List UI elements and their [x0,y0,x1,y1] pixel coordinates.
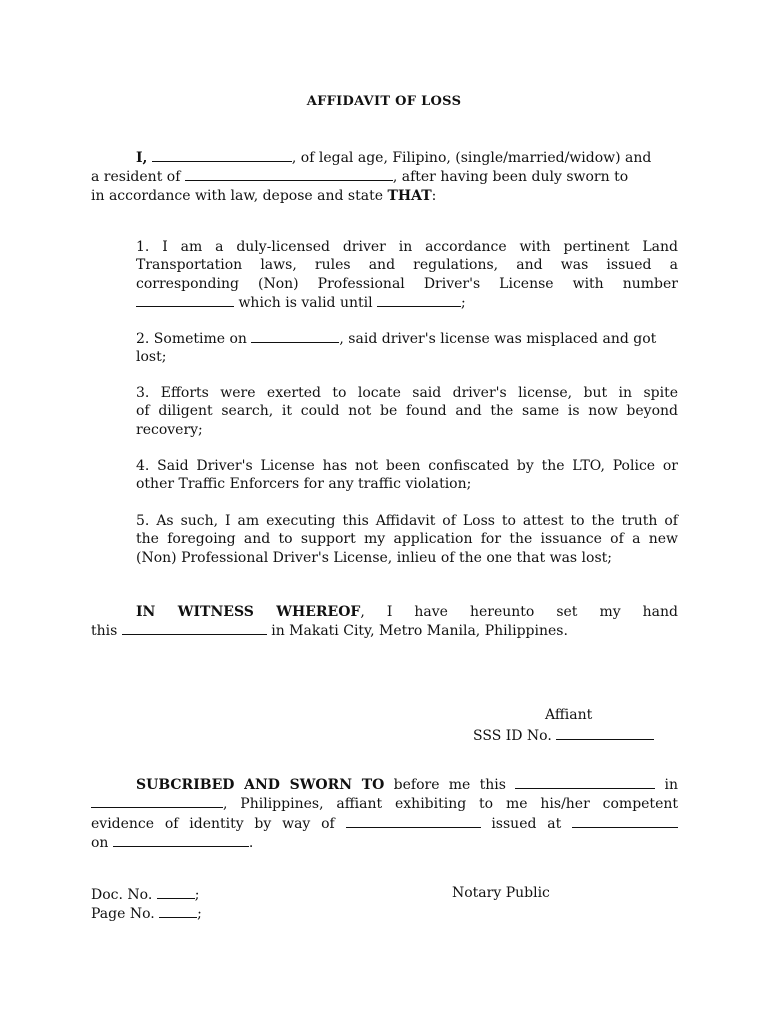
item-1-line-3: corresponding (Non) Professional Driver's License with number [136,275,678,292]
intro-i: I, [136,150,148,166]
witness-paragraph [91,603,678,641]
witness-bold: IN WITNESS WHEREOF [136,604,361,620]
sss-id-label: SSS ID No. [473,728,552,744]
witness-text-3: in Makati City, Metro Manila, Philippines. [271,623,568,640]
item-3-line-3: recovery; [136,421,203,438]
sss-id-blank [556,726,654,740]
page-no-semicolon: ; [197,906,202,922]
intro-paragraph [91,148,678,205]
item-5 [136,512,678,567]
subscribed-text-6: on [91,834,109,851]
intro-text-1: , of legal age, Filipino, (single/married/widow) and [291,150,652,166]
item-2-b: , said driver's license was misplaced and got [339,331,657,347]
item-4-line-2: other Traffic Enforcers for any traffic violation; [136,476,472,493]
intro-colon: : [431,187,437,204]
intro-that: THAT [387,187,432,204]
item-3 [136,384,678,439]
item-1-line-2: Transportation laws, rules and regulations, and was issued a [136,257,678,274]
page-no-blank [159,904,197,918]
subscribed-text-3: , Philippines, affiant exhibiting to me his/her competent [223,796,678,813]
subscribed-date-blank [515,775,655,789]
item-1 [136,238,678,312]
loss-date-blank [251,329,339,343]
affiant-label: Affiant [545,707,593,723]
document-title: AFFIDAVIT OF LOSS [306,94,462,109]
notary-public-label: Notary Public [452,885,550,901]
item-2 [136,329,678,367]
item-4-line-1: 4. Said Driver's License has not been confiscated by the LTO, Police or [136,458,678,474]
subscribed-text-7: . [248,834,254,851]
subscribed-text-2: in [664,777,678,793]
witness-date-blank [122,621,267,635]
subscribed-bold: SUBCRIBED AND SWORN TO [136,777,385,793]
issued-on-blank [113,833,249,847]
doc-no-label: Doc. No. [91,887,153,903]
name-blank [152,148,292,162]
doc-no-row [91,885,199,903]
identity-evidence-blank [346,814,481,828]
doc-no-semicolon: ; [194,887,200,903]
item-4 [136,457,678,494]
intro-text-2: a resident of [91,169,181,186]
page-no-label: Page No. [91,906,155,922]
subscribed-place-blank [91,794,223,808]
intro-text-4: in accordance with law, depose and state [91,187,383,204]
page-no-row [91,904,202,922]
subscribed-text-1: before me this [393,777,506,793]
issued-at-blank [572,814,678,828]
license-number-blank [136,293,234,307]
subscribed-text-5: issued at [491,815,562,832]
item-1-line-1: 1. I am a duly-licensed driver in accordance with pertinent Land [136,239,678,255]
valid-until-blank [377,293,461,307]
item-2-c: lost; [136,349,167,366]
item-3-line-2: of diligent search, it could not be found and the same is now beyond [136,403,678,420]
residence-blank [185,167,393,181]
intro-text-3: , after having been duly sworn to [392,169,629,186]
item-1-line-4b: ; [461,294,466,311]
item-5-line-3: (Non) Professional Driver's License, inlieu of the one that was lost; [136,549,612,566]
subscribed-text-4: evidence of identity by way of [91,815,335,832]
item-5-line-1: 5. As such, I am executing this Affidavit of Loss to attest to the truth of [136,513,678,529]
witness-text-2: this [91,623,118,640]
sss-id-row [473,726,654,744]
item-1-line-4a: which is valid until [238,294,373,311]
witness-text-1: , I have hereunto set my hand [360,604,678,620]
doc-no-blank [157,885,195,899]
subscribed-paragraph [91,775,678,852]
item-2-a: 2. Sometime on [136,331,247,347]
item-3-line-1: 3. Efforts were exerted to locate said driver's license, but in spite [136,385,678,401]
item-5-line-2: the foregoing and to support my application for the issuance of a new [136,531,678,548]
